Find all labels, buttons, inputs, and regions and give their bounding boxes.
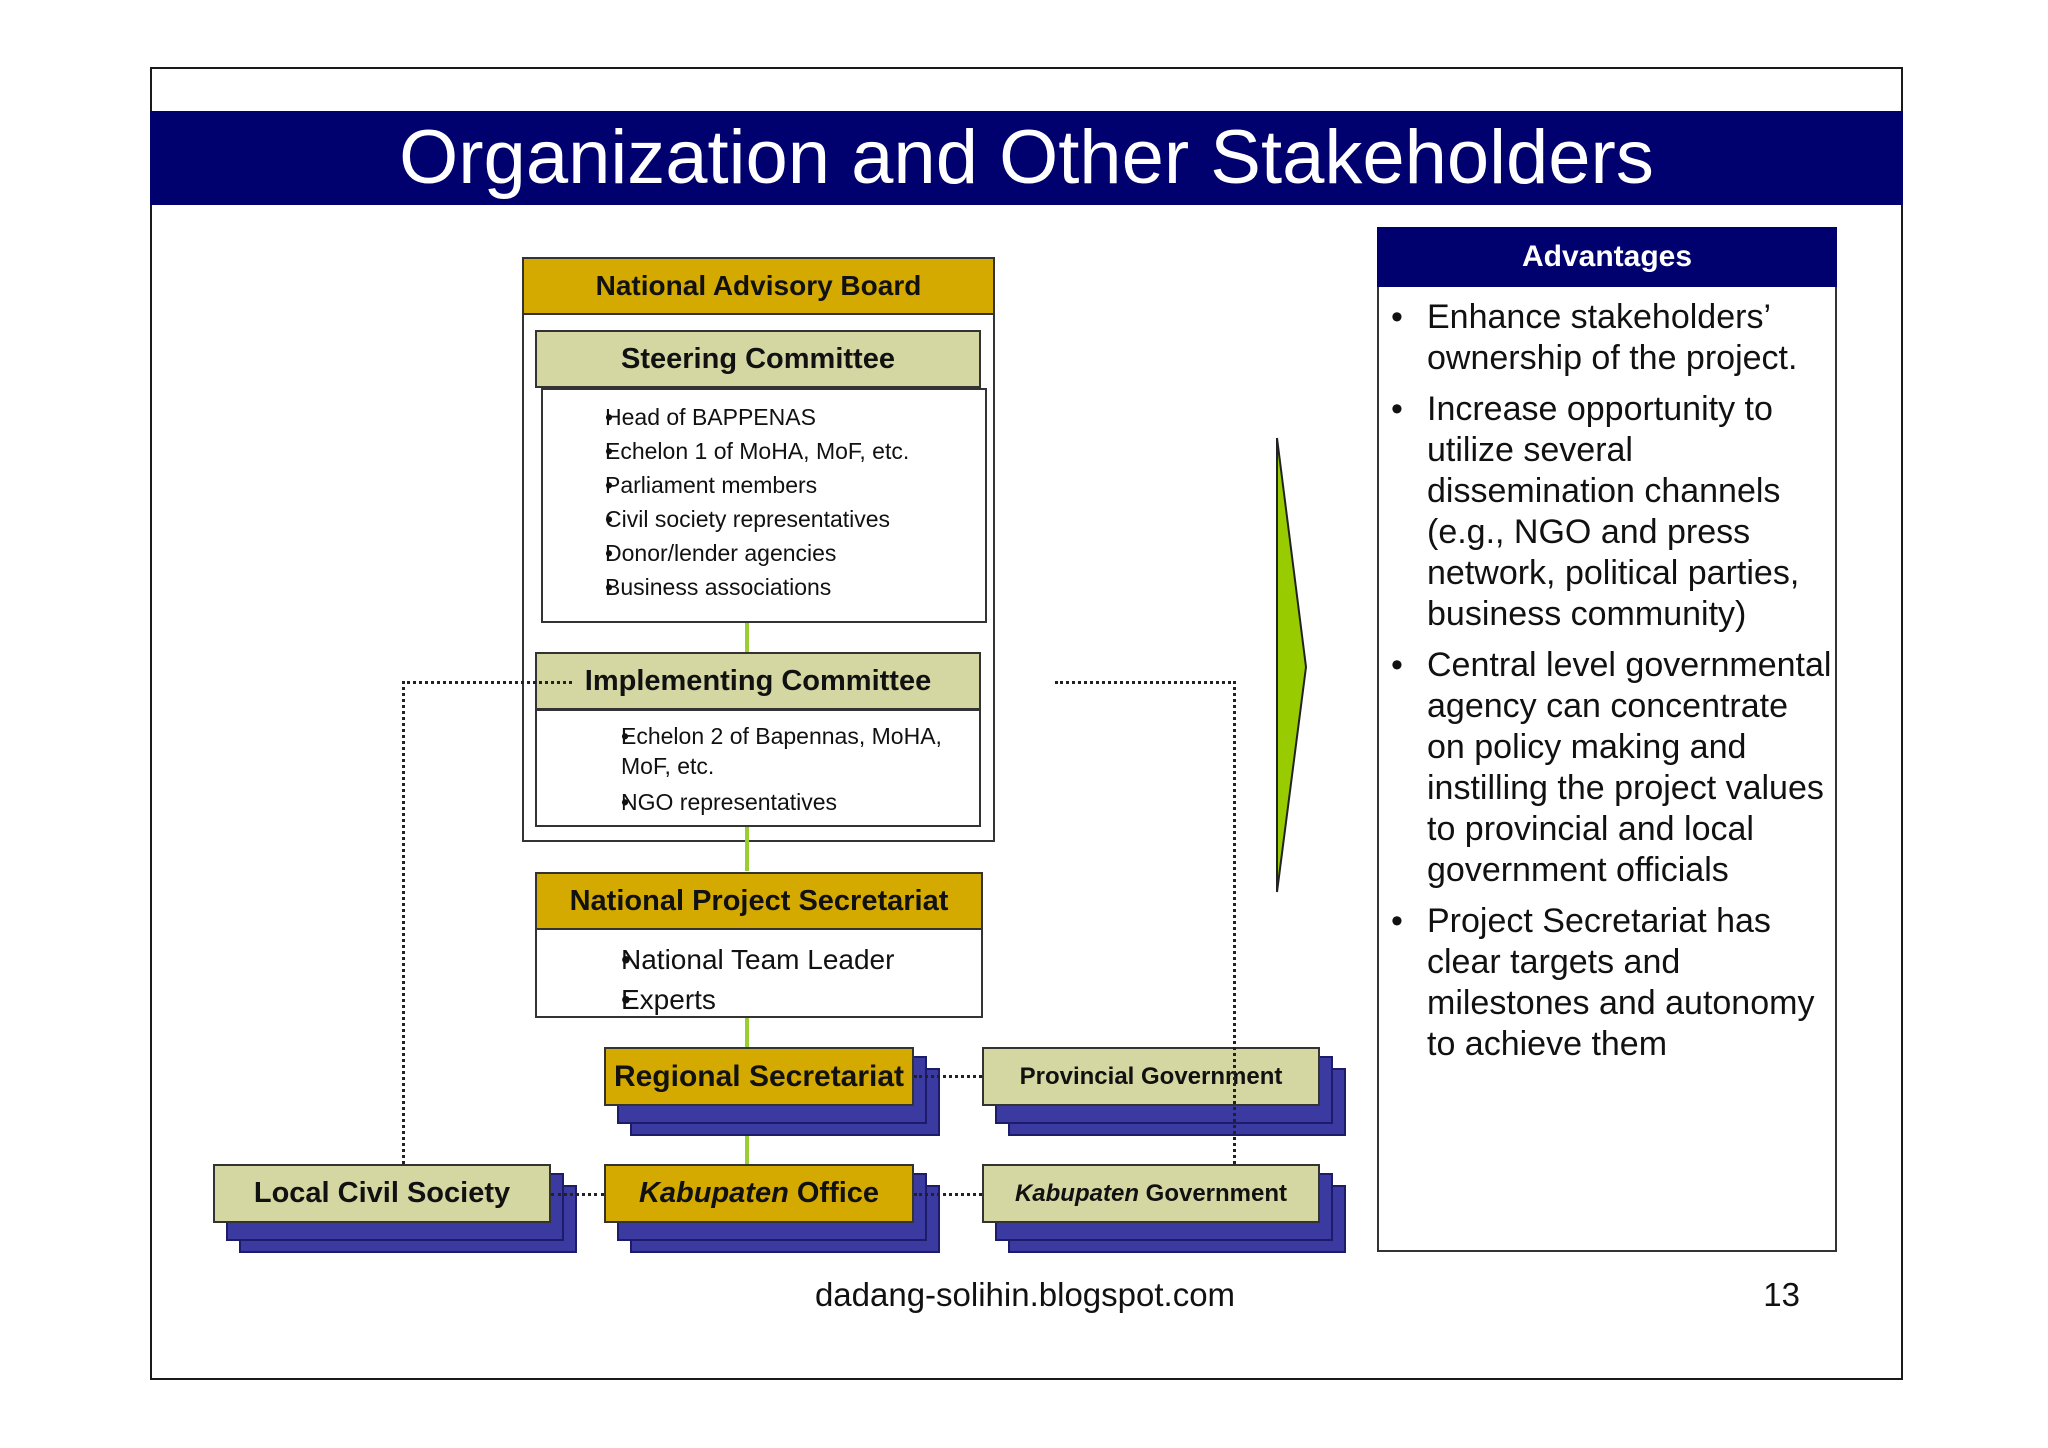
kabupaten-government-box	[982, 1164, 1320, 1223]
arrow-right-icon	[1270, 435, 1310, 895]
dotted-connector	[1055, 681, 1236, 684]
footer-url: dadang-solihin.blogspot.com	[814, 1276, 1236, 1313]
kabupaten-government-rest: Government	[1138, 1179, 1288, 1207]
kabupaten-government-italic: Kabupaten	[1014, 1179, 1139, 1207]
dotted-connector	[1233, 681, 1236, 1164]
implementing-committee-header	[535, 652, 981, 710]
list-item: • Project Secretariat has clear targets and milestones and autonomy to achieve them	[1377, 901, 1832, 1065]
provincial-government-box	[982, 1047, 1320, 1106]
steering-committee-header	[535, 330, 981, 388]
national-project-secretariat-header	[535, 872, 983, 930]
implementing-committee-members-box	[535, 709, 981, 827]
kabupaten-office-rest: Office	[788, 1177, 880, 1209]
connector-line	[745, 623, 749, 653]
list-item: • Central level governmental agency can concentrate on policy making and instilling the project values to provincial and local government officials	[1377, 645, 1832, 891]
national-project-secretariat-list	[537, 940, 981, 1020]
dotted-connector	[551, 1193, 604, 1196]
advantages-list	[1377, 297, 1832, 1075]
list-item: • Echelon 2 of Bapennas, MoHA, MoF, etc.	[537, 721, 979, 781]
steering-committee-label: Steering Committee	[621, 342, 895, 375]
kabupaten-office-label	[639, 1177, 879, 1210]
dotted-connector	[402, 681, 572, 684]
dotted-connector	[402, 681, 405, 1164]
advantages-header	[1377, 227, 1837, 287]
list-item: • NGO representatives	[537, 787, 979, 817]
connector-line	[745, 1018, 749, 1048]
implementing-committee-list	[537, 721, 979, 817]
list-item: • Donor/lender agencies	[543, 536, 985, 570]
list-item: • Experts	[537, 980, 981, 1020]
list-item: • Head of BAPPENAS	[543, 400, 985, 434]
regional-secretariat-box	[604, 1047, 914, 1106]
national-project-secretariat-label: National Project Secretariat	[569, 884, 949, 917]
national-advisory-board-header	[522, 257, 995, 315]
implementing-committee-label: Implementing Committee	[584, 664, 932, 697]
list-item: • Parliament members	[543, 468, 985, 502]
list-item: • Business associations	[543, 570, 985, 604]
national-advisory-board-label: National Advisory Board	[595, 270, 922, 301]
list-item: • Civil society representatives	[543, 502, 985, 536]
advantages-title: Advantages	[1521, 240, 1693, 273]
list-item: • National Team Leader	[537, 940, 981, 980]
provincial-government-label: Provincial Government	[1019, 1062, 1283, 1090]
regional-secretariat-label: Regional Secretariat	[613, 1059, 905, 1093]
list-item: • Enhance stakeholders’ ownership of the project.	[1377, 297, 1832, 379]
list-item: • Echelon 1 of MoHA, MoF, etc.	[543, 434, 985, 468]
steering-committee-members-box	[541, 388, 987, 623]
dotted-connector	[914, 1193, 982, 1196]
national-project-secretariat-members-box	[535, 928, 983, 1018]
kabupaten-office-italic: Kabupaten	[638, 1177, 789, 1209]
list-item: • Increase opportunity to utilize several dissemination channels (e.g., NGO and press network, political parties, business community)	[1377, 389, 1832, 635]
slide-title: Organization and Other Stakeholders	[399, 115, 1654, 200]
connector-line	[745, 827, 749, 871]
page-number: 13	[1763, 1276, 1800, 1313]
kabupaten-office-box	[604, 1164, 914, 1223]
steering-committee-list	[543, 400, 985, 604]
dotted-connector	[914, 1075, 982, 1078]
local-civil-society-label: Local Civil Society	[253, 1177, 511, 1209]
kabupaten-government-label	[1015, 1180, 1287, 1208]
local-civil-society-box	[213, 1164, 551, 1223]
